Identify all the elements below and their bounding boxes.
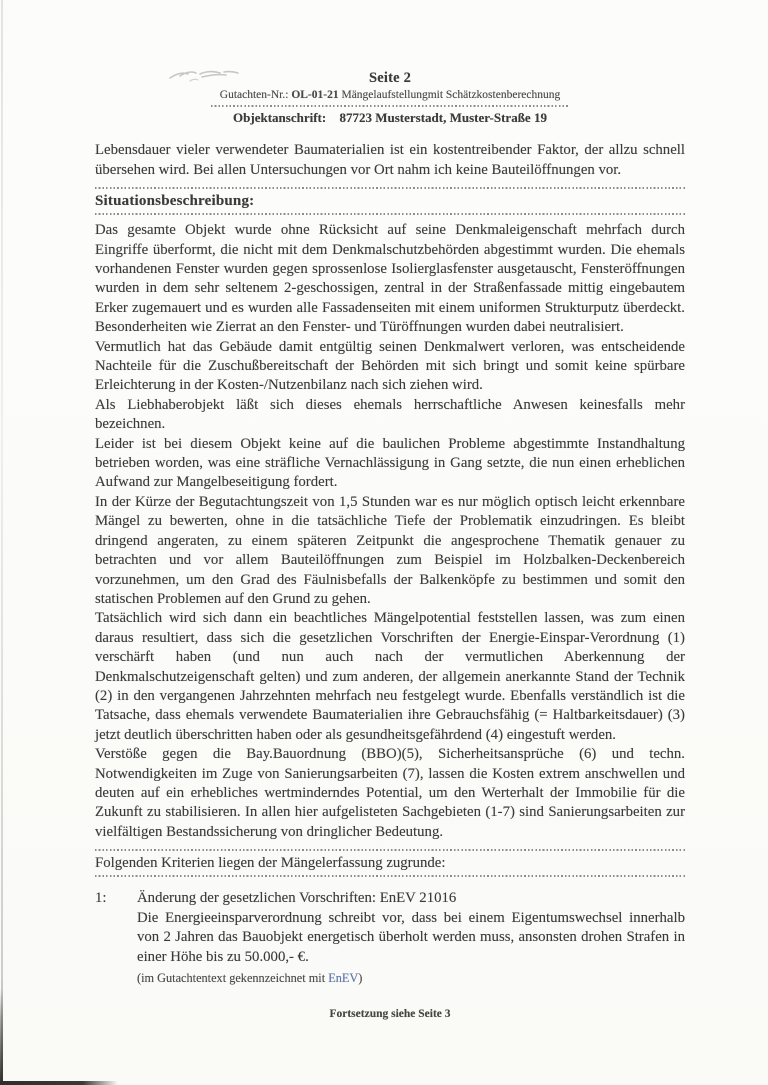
section-dotted-rule-top <box>95 187 685 189</box>
criteria-heading: Folgenden Kriterien liegen der Mängelerfassung zugrunde: <box>95 855 446 872</box>
section-heading: Situationsbeschreibung: <box>95 193 255 210</box>
body-paragraph: Leider ist bei diesem Objekt keine auf die baulichen Probleme abgestimmte Instandhaltung betrieben worden, was eine sträfliche Vernachlässigung in Gang setzte, die nun einen erheblichen Aufwand zur Mangelbeseitigung fordert. <box>95 435 685 491</box>
page-number-label: Seite 2 <box>368 70 412 86</box>
report-number-label: Gutachten-Nr.: <box>219 89 289 101</box>
criteria-dotted-rule-top <box>95 849 685 851</box>
criterion-note-prefix: (im Gutachtentext gekennzeichnet mit <box>137 970 329 985</box>
criterion-note <box>137 969 685 989</box>
object-address-value: 87723 Musterstadt, Muster-Straße 19 <box>339 110 547 125</box>
report-number-line <box>95 89 685 101</box>
document-content <box>95 70 685 1020</box>
criteria-dotted-rule-bottom <box>95 875 685 877</box>
object-address-label: Objektanschrift: <box>233 110 327 125</box>
object-address-line <box>95 110 685 126</box>
report-title: Mängelaufstellungmit Schätzkostenberechnung <box>341 89 561 101</box>
section-dotted-rule-bottom <box>95 213 685 215</box>
criterion-title: Änderung der gesetzlichen Vorschriften: EnEV 21016 <box>137 890 457 907</box>
body-paragraph: Das gesamte Objekt wurde ohne Rücksicht auf seine Denkmaleigenschaft mehrfach durch Eingriffe überformt, die nicht mit dem Denkmalschutzbehörden abgestimmt wurden. Die ehemals vorhandenen Fenster wurden gegen sprossenlose Isolierglasfenster ausgetauscht, Fensteröffnungen wurden in dem sehr seltenem 2-geschossigen, zentral in der Straßenfassade mittig eingebautem Erker zugemauert und es wurden alle Fassadenseiten mit einem uniformen Strukturputz überdeckt. Besonderheiten wie Zierrat an den Fenster- und Türöffnungen wurden dabei neutralisiert. <box>95 222 685 336</box>
criterion-text: Die Energieeinsparverordnung schreibt vor, dass bei einem Eigentumswechsel innerhalb von 2 Jahren das Bauobjekt energetisch überholt werden muss, ansonsten drohen Strafen in einer Höhe bis zu 50.000,- €. <box>137 909 685 965</box>
scan-left-edge-shadow <box>1 0 3 1085</box>
situation-description-body <box>95 221 685 842</box>
body-paragraph: In der Kürze der Begutachtungszeit von 1,5 Stunden war es nur möglich optisch leicht erkennbare Mängel zu bewerten, ohne in die tatsächliche Tiefe der Problematik einzudringen. Es bleibt dringend angeraten, zu einem späteren Zeitpunkt die angesprochene Thematik genauer zu betrachten und vor allem Bauteilöffnungen zum Beispiel im Holzbalken-Deckenbereich vorzunehmen, um den Grad des Fäulnisbefalls der Balkenköpfe zu bestimmen und somit den statischen Problemen auf den Grund zu gehen. <box>95 493 685 607</box>
criterion-note-suffix: ) <box>358 970 363 985</box>
continuation-footer: Fortsetzung siehe Seite 3 <box>329 1008 451 1021</box>
criterion-note-highlight: EnEV <box>328 970 359 985</box>
scan-bottom-edge-shadow <box>0 1081 118 1085</box>
criterion-item-1 <box>95 889 685 988</box>
scan-bottom-left-corner-shadow <box>0 989 3 1085</box>
body-paragraph: Verstöße gegen die Bay.Bauordnung (BBO)(5), Sicherheitsansprüche (6) und techn. Notwendigkeiten im Zuge von Sanierungsarbeiten (7), lassen die Kosten extrem anschwellen und deuten auf ein erhebliches wertminderndes Potential, um den Werterhalt der Immobilie für die Zukunft zu stabilisieren. In allen hier aufgelisteten Sachgebieten (1-7) sind Sanierungsarbeiten zur vielfältigen Bestandssicherung von dringlicher Bedeutung. <box>95 746 685 840</box>
body-paragraph: Vermutlich hat das Gebäude damit entgültig seinen Denkmalwert verloren, was entscheidende Nachteile für die Zuschußbereitschaft der Behörden mit sich bringt und somit keine spürbare Erleichterung in der Kosten-/Nutzenbilanz nach sich ziehen wird. <box>95 338 685 394</box>
criterion-number: 1: <box>95 890 107 907</box>
intro-paragraph: Lebensdauer vieler verwendeter Baumaterialien ist ein kostentreibender Faktor, der allzu schnell übersehen wird. Bei allen Untersuchungen vor Ort nahm ich keine Bauteilöffnungen vor. <box>95 142 685 178</box>
report-number-value: OL-01-21 <box>291 89 339 101</box>
criterion-body <box>137 889 685 988</box>
body-paragraph: Als Liebhaberobjekt läßt sich dieses ehemals herrschaftliche Anwesen keinesfalls mehr bezeichnen. <box>95 396 685 433</box>
header-dotted-rule <box>211 105 569 107</box>
body-paragraph: Tatsächlich wird sich dann ein beachtliches Mängelpotential feststellen lassen, was zum einen daraus resultiert, dass sich die gesetzlichen Vorschriften der Energie-Einspar-Verordnung (1) verschärft haben (und nun auch nach der vermutlichen Aberkennung der Denkmalschutzeigenschaft gelten) und zum anderen, der allgemein anerkannte Stand der Technik (2) in den vergangenen Jahrzehnten mehrfach neu festgelegt wurde. Ebenfalls verständlich ist die Tatsache, dass ehemals verwendete Baumaterialien ihre Gebrauchsfähig (= Haltbarkeitsdauer) (3) jetzt deutlich überschritten haben oder als gesundheitsgefährdend (4) eingestuft werden. <box>95 610 685 743</box>
page-header <box>95 70 685 126</box>
